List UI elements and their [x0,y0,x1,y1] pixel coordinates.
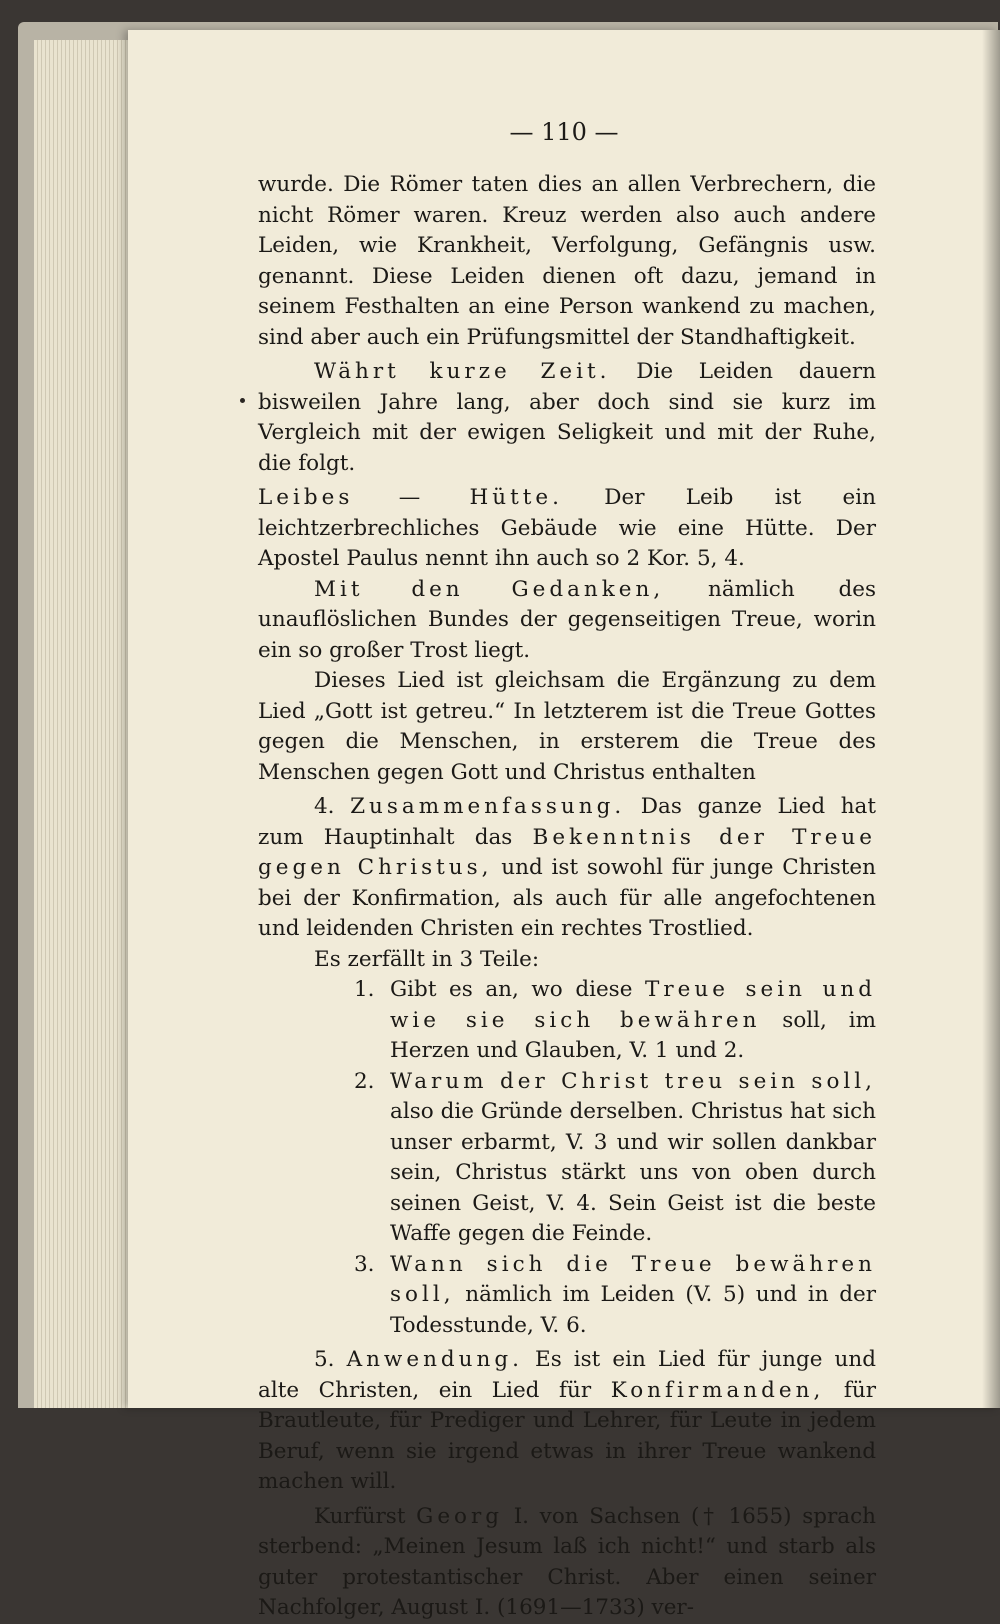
list-number: 3. [354,1251,375,1277]
paragraph-body: nämlich des unauflöslichen Bundes der gegenseitigen Treue, worin ein so großer Trost liegt. [258,576,876,663]
outline-list [258,975,876,1341]
emphasis-text: Treue sein und wie sie sich bewähren [390,977,876,1033]
paragraph-heading: Mit den Gedanken, [314,576,665,602]
paragraph-body: Kurfürst [314,1503,417,1529]
list-item [258,975,876,1067]
emphasis-text: Konfirmanden, [610,1377,825,1403]
list-text: soll, im Herzen und Glauben, V. 1 und 2. [390,1007,876,1063]
section-number: 5. [314,1347,335,1372]
list-text: also die Gründe derselben. Christus hat sich unser erbarmt, V. 3 und wir sollen dankbar sein, Christus stärkt uns von oben durch seinen Geist, V. 4. Sein Geist ist die beste Waffe gegen die Feinde. [390,1099,876,1246]
paragraph-body: Das ganze Lied hat zum Hauptinhalt das [258,794,876,850]
paragraph: Dieses Lied ist gleichsam die Ergänzung zu dem Lied „Gott ist getreu.“ In letzterem ist die Treue Gottes gegen die Menschen, in ersterem die Treue des Menschen gegen Gott und Christus enthalten [258,668,876,785]
paragraph: wurde. Die Römer taten dies an allen Verbrechern, die nicht Römer waren. Kreuz werden also auch andere Leiden, wie Krankheit, Verfolgung, Gefängnis usw. genannt. Diese Leiden dienen oft dazu, jemand in seinem Festhalten an eine Person wankend zu machen, sind aber auch ein Prüfungsmittel der Standhaftigkeit. [258,172,876,350]
paragraph-body: Es ist ein Lied für junge und alte Christen, ein Lied für [258,1347,876,1403]
paragraph [258,1502,876,1624]
emphasis-text: Bekenntnis der Treue gegen Christus, [258,824,876,880]
paragraph [258,483,876,575]
paragraph [258,1345,876,1498]
paragraph-heading: Anwendung. [346,1347,523,1372]
paragraph-body: I. von Sachsen († 1655) sprach sterbend: „Meinen Jesum laß ich nicht!“ und starb als guter protestantischer Christ. Aber einen seiner Nachfolger, August I. (1691—1733) ver- [258,1503,876,1620]
paragraph-heading: Zusammenfassung. [350,794,626,819]
paragraph [258,792,876,945]
paragraph-body: für Brautleute, für Prediger und Lehrer, für Leute in jedem Beruf, wenn sie irgend etwas in ihrer Treue wankend machen will. [258,1377,876,1494]
list-text: Gibt es an, wo diese [390,977,645,1002]
page-shadow [982,30,1000,1408]
emphasis-text: Wann sich die Treue bewähren soll, [390,1251,876,1307]
ink-dot [240,398,245,403]
list-text: nämlich im Leiden (V. 5) und in der Todesstunde, V. 6. [390,1282,876,1338]
page-number: — 110 — [509,118,619,146]
paragraph: Es zerfällt in 3 Teile: [314,946,540,972]
paragraph-heading: Leibes — Hütte. [258,485,563,510]
list-number: 2. [354,1068,375,1094]
emphasis-text: Georg [416,1503,504,1529]
list-item [258,1250,876,1342]
page-text [258,170,876,1624]
list-item [258,1067,876,1250]
paragraph-heading: Währt kurze Zeit. [314,359,611,384]
book-page [128,30,1000,1620]
paragraph [258,575,876,667]
emphasis-text: Warum der Christ treu sein soll, [390,1068,876,1094]
paragraph [258,357,876,479]
paragraph-body: Der Leib ist ein leichtzerbrechliches Gebäude wie eine Hütte. Der Apostel Paulus nennt ihn auch so 2 Kor. 5, 4. [258,485,877,571]
paragraph-body: Die Leiden dauern bisweilen Jahre lang, aber doch sind sie kurz im Vergleich mit der ewigen Seligkeit und mit der Ruhe, die folgt. [258,359,877,476]
section-number: 4. [314,794,335,819]
paragraph-body: und ist sowohl für junge Christen bei der Konfirmation, als auch für alle angefochtenen und leidenden Christen ein rechtes Trostlied. [258,855,876,941]
list-number: 1. [354,977,375,1002]
